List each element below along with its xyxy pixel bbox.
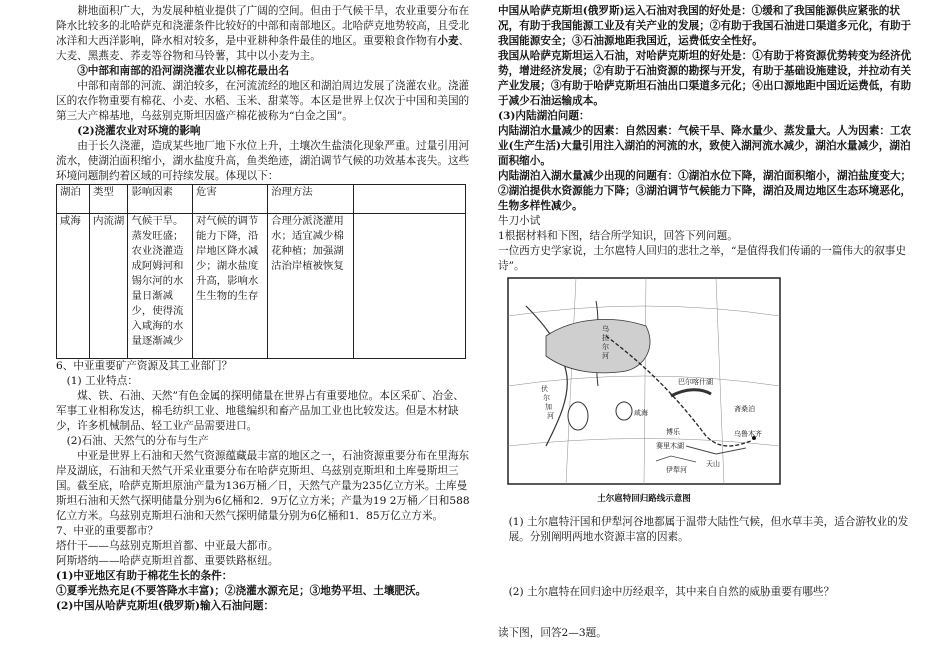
answer-lake-problems: 内陆湖泊入湖水量减少出现的问题有：①湖泊水位下降，湖泊面积缩小，湖泊盐度变大；②湖泊提供水资源能力下降；③湖泊调节气候能力下降，湖泊及周边地区生态环境恶化，生物多样性减少。 [498,170,912,212]
map-label: 尔 [602,343,609,351]
map-label: 加 [545,403,552,411]
map-label: 伏 [541,385,548,393]
aral-sea-shape [616,402,632,420]
table-cell-empty [353,214,465,359]
table-header-cell: 治理方法 [268,185,354,214]
read-instruction: 读下图，回答2—3题。 [498,627,607,639]
subquestion-water: (1) 土尔扈特汗国和伊犁河谷地都属于温带大陆性气候，但水草丰美，适合游牧业的发展。分别阐明两地水资源丰富的因素。 [508,516,909,543]
paragraph-environment: 由于长久浇灌，造成某些地厂地下水位上升，土壤次生盐渍化现象严重。过量引用河流水，使湖泊面积缩小，湖水盐度升高，鱼类绝迹，湖泊调节气候的功效基本丧失。这些环境问题制约着区域的可持续发展。体现以下： [56,140,470,182]
table-cell-factor: 气候干旱。蒸发旺盛；农业浇灌造成阿姆河和锡尔河的水量日渐减少，使得流入咸海的水量逐渐减少 [128,214,192,359]
right-column [498,4,916,641]
lake-table [56,184,466,359]
wheat-highlight: 小麦 [437,35,459,47]
answer-space [498,545,916,585]
table-cell-harm: 对气候的调节能力下降，沿岸地区降水减少；湖水盐度升高，影响水生生物的生存 [192,214,267,359]
heading-minerals: 6、中亚重要矿产资源及其工业部门？ [56,360,233,372]
question-oil-import: (2)中国从哈萨克斯坦(俄罗斯)输入石油问题： [56,600,275,612]
paragraph-text: 耕地面积广大，为发展种植业提供了广阔的空间。但由于气候干旱，农业重要分布在降水比较多的北哈萨克和浇灌条件比较好的中部和南部地区。北哈萨克地势较高，且受北冰洋和大西洋影响，降水相对较多，是中亚耕种条件最佳的地区。重要粮食作物有 [56,5,470,47]
city-tashkent: 塔什干——乌兹别克斯坦首都、中亚最大都市。 [56,540,279,552]
city-astana: 阿斯塔纳——哈萨克斯坦首都、重要铁路枢纽。 [56,555,279,567]
map-label: 博乐 [666,428,680,436]
map-label: 天山 [706,460,720,468]
map-label: 乌 [602,325,609,333]
map-label: 伊犁河 [666,466,687,474]
paragraph-irrigation: 中部和南部的河流、湖泊较多，在河流流经的地区和湖泊周边发展了浇灌农业。浇灌区的农作物重要有棉花、小麦、水稻、玉米、甜菜等。本区是世界上仅次于中国和美国的第三大产棉基地，乌兹别克斯坦因盛产棉花被称为“白金之国”。 [56,80,470,122]
table-cell-lake: 咸海 [57,214,90,359]
spacer [498,505,916,515]
heading-cities: 7、中亚的重要都市？ [56,525,159,537]
subheading-oil-gas: (2)石油、天然气的分布与生产 [66,435,209,447]
heading-cotton: ③中部和南部的沿河湖浇灌农业以棉花最出名 [77,65,290,77]
question-inland-lake: (3)内陆湖泊问题： [498,110,590,122]
map-label: 咸海 [634,409,648,417]
caspian-sea [568,402,588,430]
subheading-industry: (1) 工业特点： [66,375,138,387]
answer-cotton: ①夏季光热充足(不要答降水丰富)；②浇灌水源充足；③地势平坦、土壤肥沃。 [56,585,427,597]
answer-kazakh-benefit: 我国从哈萨克斯坦运入石油，对哈萨克斯坦的好处是：①有助于将资源优势转变为经济优势，增进经济发展；②有助于石油资源的勘探与开发，有助于基础设施建设，并拉动有关产业发展；③有助于哈萨克斯坦石油出口渠道多元化；④出口源地距中国近运费低，有助于减少石油运输成本。 [498,50,912,107]
paragraph-industry: 煤、铁、石油、天然”有色金属的探明储量在世界占有重要地位。本区采矿、冶金、军事工业相称发达，棉毛纺织工业、地毯编织和畜产品加工业也比较发达。但是木材缺少，许多机械制品、轻工业产品需要进口。 [56,390,464,432]
map-label: 乌鲁木齐 [734,430,762,438]
section-practice: 牛刀小试 [498,215,541,227]
map-label: 尔 [543,394,550,402]
return-route-map [506,276,782,488]
map-label: 河 [602,352,609,360]
map-label: 巴尔喀什湖 [678,378,713,386]
paragraph-text: 、大麦、黑燕麦、荞麦等谷物和马铃薯，其中以小麦为主。 [56,35,470,62]
table-row [57,214,466,359]
map-label: 拉 [602,334,609,342]
table-cell-type: 内流湖 [90,214,128,359]
question-cotton: (1)中亚地区有助于棉花生长的条件： [56,570,233,582]
map-caption: 土尔扈特回归路线示意图 [597,494,691,504]
left-column [56,4,474,614]
answer-space [498,600,916,626]
torghut-khanate-region [546,319,650,372]
answer-lake-causes: 内陆湖泊水量减少的因素：自然因素：气候干旱、降水量少、蒸发量大。人为因素：工农业(生产生活)大量引用注入湖泊的河流的水，致使入湖河流水减少，湖泊水量减少，湖泊面积缩小。 [498,125,912,167]
paragraph-oil-gas: 中亚是世界上石油和天然气资源蕴藏最丰富的地区之一，石油资源重要分布在里海东岸及湖底，石油和天然气开采业重要分布在哈萨克斯坦、乌兹别克斯坦和土库曼斯坦三国。截至底，哈萨克斯坦原油产量为136万桶／日，天然气产量为235亿立方米。土库曼斯坦石油和天然气探明储量分别为6亿桶和2．9万亿立方米；产量为19 2万桶／日和588亿立方米。乌兹别克斯坦石油和天然气探明储量分别为6亿桶和1．85万亿立方米。 [56,450,470,522]
exercise-intro: 1根据材料和下图，结合所学知识，回答下列问题。 [498,230,738,242]
answer-china-benefit: 中国从哈萨克斯坦(俄罗斯)运入石油对我国的好处是：①缓和了我国能源供应紧张的状况，有助于我国能源工业及有关产业的发展；②有助于我国石油进口渠道多元化，有助于我国能源安全；③石油源地距我国近，运费低安全性好。 [498,5,912,47]
table-header-cell: 类型 [90,185,128,214]
table-header-row [57,185,466,214]
subquestion-threats: (2) 土尔扈特在回归途中历经艰辛，其中来自自然的威胁重要有哪些？ [508,586,835,598]
table-cell-method: 合理分派浇灌用水；适宜减少棉花种植；加强湖沽治岸植被恢复 [268,214,354,359]
paragraph-farmland [56,4,474,64]
map-label: 赛里木湖 [656,442,684,450]
table-header-cell: 危害 [192,185,267,214]
table-header-cell: 湖泊 [57,185,90,214]
map-label: 斋桑泊 [734,405,755,413]
heading-environment-impact: (2)浇灌农业对环境的影响 [77,125,201,137]
map-label: 河 [547,412,554,420]
table-header-cell [353,185,465,214]
table-header-cell: 影响因素 [128,185,192,214]
historian-quote: 一位西方史学家说，土尔扈特人回归的悲壮之举，“是值得我们传诵的一篇伟大的叙事史诗”。 [498,245,906,272]
